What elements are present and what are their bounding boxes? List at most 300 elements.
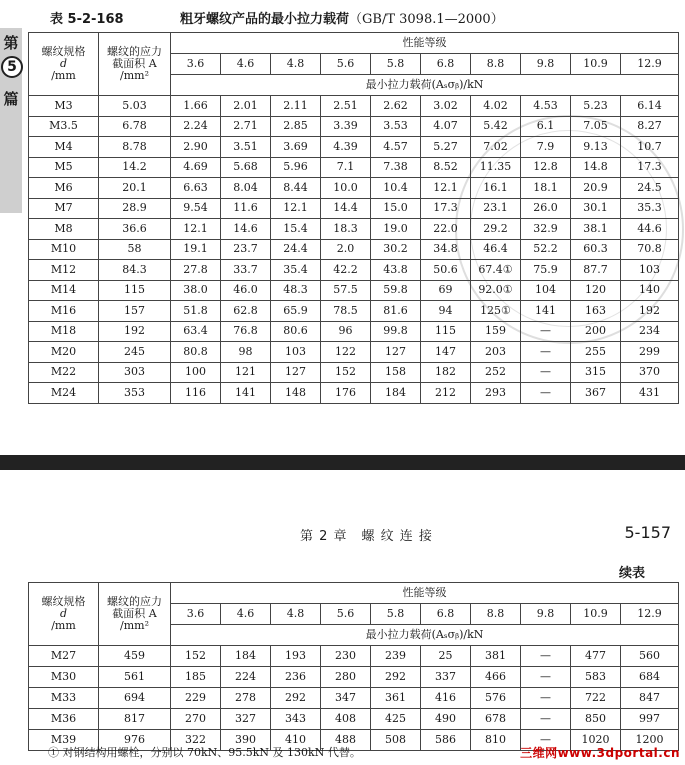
area-cell: 459 <box>99 646 171 667</box>
load-cell: 22.0 <box>421 219 471 240</box>
area-cell: 20.1 <box>99 178 171 199</box>
area-cell: 6.78 <box>99 116 171 137</box>
load-cell: 236 <box>271 667 321 688</box>
grade-cell: 5.8 <box>371 604 421 625</box>
load-cell: 810 <box>471 730 521 751</box>
area-cell: 245 <box>99 342 171 363</box>
load-cell: 69 <box>421 280 471 301</box>
load-cell: 81.6 <box>371 301 421 322</box>
load-cell: 20.9 <box>571 178 621 199</box>
load-cell: 2.0 <box>321 239 371 260</box>
load-cell: 293 <box>471 383 521 404</box>
table-row <box>29 219 679 240</box>
load-cell: 347 <box>321 688 371 709</box>
header-area: 螺纹的应力 截面积 A /mm² <box>99 583 171 646</box>
load-cell: 80.8 <box>171 342 221 363</box>
load-cell: 280 <box>321 667 371 688</box>
load-cell: 38.0 <box>171 280 221 301</box>
load-cell: 5.42 <box>471 116 521 137</box>
grade-cell: 5.8 <box>371 54 421 75</box>
load-cell: — <box>521 709 571 730</box>
load-cell: 4.02 <box>471 96 521 117</box>
load-cell: 100 <box>171 362 221 383</box>
load-cell: 24.5 <box>621 178 679 199</box>
load-cell: 94 <box>421 301 471 322</box>
table-title <box>180 8 504 27</box>
load-cell: 116 <box>171 383 221 404</box>
load-cell: — <box>521 667 571 688</box>
table-row <box>29 96 679 117</box>
grade-cell: 5.6 <box>321 604 371 625</box>
table-title-text: 粗牙螺纹产品的最小拉力载荷 <box>180 12 350 27</box>
load-cell: 50.6 <box>421 260 471 281</box>
grade-cell: 10.9 <box>571 604 621 625</box>
load-cell: 576 <box>471 688 521 709</box>
load-cell: 8.04 <box>221 178 271 199</box>
load-cell: 4.57 <box>371 137 421 158</box>
grade-cell: 9.8 <box>521 604 571 625</box>
load-cell: 16.1 <box>471 178 521 199</box>
load-cell: 14.8 <box>571 157 621 178</box>
load-cell: 722 <box>571 688 621 709</box>
load-cell: 115 <box>421 321 471 342</box>
load-cell: 12.8 <box>521 157 571 178</box>
load-cell: 2.24 <box>171 116 221 137</box>
load-cell: 30.2 <box>371 239 421 260</box>
spec-cell: M7 <box>29 198 99 219</box>
load-cell: — <box>521 383 571 404</box>
grade-cell: 6.8 <box>421 604 471 625</box>
load-cell: 15.4 <box>271 219 321 240</box>
spec-cell: M22 <box>29 362 99 383</box>
spec-cell: M10 <box>29 239 99 260</box>
load-cell: 125① <box>471 301 521 322</box>
page-number: 5-157 <box>624 523 671 542</box>
load-cell: 57.5 <box>321 280 371 301</box>
load-cell: 1200 <box>621 730 679 751</box>
spec-cell: M5 <box>29 157 99 178</box>
load-cell: 14.4 <box>321 198 371 219</box>
load-cell: 322 <box>171 730 221 751</box>
load-cell: — <box>521 730 571 751</box>
grade-cell: 10.9 <box>571 54 621 75</box>
load-cell: 103 <box>271 342 321 363</box>
load-cell: 24.4 <box>271 239 321 260</box>
load-cell: 7.02 <box>471 137 521 158</box>
table-row <box>29 157 679 178</box>
footnote: ① 对钢结构用螺栓，分别以 70kN、95.5kN 及 130kN 代替。 <box>48 746 361 759</box>
load-cell: 315 <box>571 362 621 383</box>
spec-cell: M39 <box>29 730 99 751</box>
load-cell: 18.1 <box>521 178 571 199</box>
load-cell: 78.5 <box>321 301 371 322</box>
load-cell: 140 <box>621 280 679 301</box>
spec-cell: M12 <box>29 260 99 281</box>
table-row <box>29 260 679 281</box>
area-cell: 192 <box>99 321 171 342</box>
load-cell: 99.8 <box>371 321 421 342</box>
grade-cell: 3.6 <box>171 54 221 75</box>
load-cell: 1020 <box>571 730 621 751</box>
load-cell: 270 <box>171 709 221 730</box>
table-row <box>29 709 679 730</box>
load-cell: 299 <box>621 342 679 363</box>
load-cell: 12.1 <box>171 219 221 240</box>
area-cell: 353 <box>99 383 171 404</box>
load-cell: 141 <box>221 383 271 404</box>
load-cell: 6.63 <box>171 178 221 199</box>
load-cell: 48.3 <box>271 280 321 301</box>
load-cell: 44.6 <box>621 219 679 240</box>
load-cell: 26.0 <box>521 198 571 219</box>
load-cell: 92.0① <box>471 280 521 301</box>
load-cell: 14.6 <box>221 219 271 240</box>
load-cell: 390 <box>221 730 271 751</box>
load-cell: 847 <box>621 688 679 709</box>
table-row <box>29 342 679 363</box>
load-cell: 490 <box>421 709 471 730</box>
load-cell: 121 <box>221 362 271 383</box>
load-cell: 4.69 <box>171 157 221 178</box>
load-cell: 9.13 <box>571 137 621 158</box>
load-cell: 38.1 <box>571 219 621 240</box>
load-cell: 46.0 <box>221 280 271 301</box>
load-cell: 255 <box>571 342 621 363</box>
load-cell: 62.8 <box>221 301 271 322</box>
load-cell: 466 <box>471 667 521 688</box>
load-cell: 224 <box>221 667 271 688</box>
table-standard: （GB/T 3098.1—2000） <box>349 12 504 27</box>
table-row <box>29 280 679 301</box>
load-cell: 203 <box>471 342 521 363</box>
load-cell: 35.4 <box>271 260 321 281</box>
load-cell: 850 <box>571 709 621 730</box>
load-cell: 3.53 <box>371 116 421 137</box>
load-cell: 410 <box>271 730 321 751</box>
area-cell: 694 <box>99 688 171 709</box>
load-cell: 184 <box>371 383 421 404</box>
grade-cell: 5.6 <box>321 54 371 75</box>
load-cell: 684 <box>621 667 679 688</box>
load-cell: 381 <box>471 646 521 667</box>
table-row <box>29 646 679 667</box>
spec-cell: M36 <box>29 709 99 730</box>
load-cell: 23.7 <box>221 239 271 260</box>
load-cell: 33.7 <box>221 260 271 281</box>
table-row <box>29 239 679 260</box>
load-cell: 370 <box>621 362 679 383</box>
load-cell: 997 <box>621 709 679 730</box>
load-cell: 60.3 <box>571 239 621 260</box>
load-cell: 76.8 <box>221 321 271 342</box>
load-cell: 30.1 <box>571 198 621 219</box>
load-cell: 11.6 <box>221 198 271 219</box>
load-cell: 488 <box>321 730 371 751</box>
grade-cell: 4.6 <box>221 604 271 625</box>
load-cell: 19.0 <box>371 219 421 240</box>
header-load: 最小拉力载荷(Aₛσᵦ)/kN <box>171 75 679 96</box>
spec-cell: M30 <box>29 667 99 688</box>
load-cell: 3.39 <box>321 116 371 137</box>
table-row <box>29 301 679 322</box>
load-cell: 8.27 <box>621 116 679 137</box>
load-cell: 12.1 <box>271 198 321 219</box>
area-cell: 303 <box>99 362 171 383</box>
grade-cell: 8.8 <box>471 604 521 625</box>
table-number: 表 5-2-168 <box>50 12 124 27</box>
load-cell: 152 <box>321 362 371 383</box>
load-cell: 120 <box>571 280 621 301</box>
load-cell: 5.68 <box>221 157 271 178</box>
load-cell: 367 <box>571 383 621 404</box>
spec-cell: M14 <box>29 280 99 301</box>
load-cell: 34.8 <box>421 239 471 260</box>
load-cell: 15.0 <box>371 198 421 219</box>
grade-cell: 4.6 <box>221 54 271 75</box>
load-cell: 27.8 <box>171 260 221 281</box>
grade-cell: 8.8 <box>471 54 521 75</box>
part-side-tab <box>0 28 22 213</box>
load-cell: 6.1 <box>521 116 571 137</box>
load-cell: 327 <box>221 709 271 730</box>
load-cell: 431 <box>621 383 679 404</box>
load-cell: 1.66 <box>171 96 221 117</box>
load-cell: 230 <box>321 646 371 667</box>
header-grade: 性能等级 <box>171 33 679 54</box>
spec-cell: M8 <box>29 219 99 240</box>
load-cell: 87.7 <box>571 260 621 281</box>
load-cell: 59.8 <box>371 280 421 301</box>
load-cell: 560 <box>621 646 679 667</box>
load-cell: 29.2 <box>471 219 521 240</box>
min-tensile-load-table <box>28 32 679 404</box>
load-cell: 4.53 <box>521 96 571 117</box>
load-cell: 7.1 <box>321 157 371 178</box>
load-cell: 12.1 <box>421 178 471 199</box>
load-cell: 2.01 <box>221 96 271 117</box>
chapter-heading: 第 2 章 螺 纹 连 接 <box>300 529 433 544</box>
area-cell: 5.03 <box>99 96 171 117</box>
load-cell: 185 <box>171 667 221 688</box>
load-cell: 2.90 <box>171 137 221 158</box>
spec-cell: M24 <box>29 383 99 404</box>
load-cell: 583 <box>571 667 621 688</box>
load-cell: 292 <box>271 688 321 709</box>
load-cell: 4.39 <box>321 137 371 158</box>
area-cell: 28.9 <box>99 198 171 219</box>
area-cell: 115 <box>99 280 171 301</box>
load-cell: 229 <box>171 688 221 709</box>
load-cell: 127 <box>371 342 421 363</box>
load-cell: 192 <box>621 301 679 322</box>
load-cell: 17.3 <box>421 198 471 219</box>
load-cell: 127 <box>271 362 321 383</box>
load-cell: 148 <box>271 383 321 404</box>
load-cell: 158 <box>371 362 421 383</box>
load-cell: 3.02 <box>421 96 471 117</box>
grade-cell: 6.8 <box>421 54 471 75</box>
load-cell: 63.4 <box>171 321 221 342</box>
load-cell: 46.4 <box>471 239 521 260</box>
min-tensile-load-table-continued <box>28 582 679 751</box>
area-cell: 817 <box>99 709 171 730</box>
load-cell: 122 <box>321 342 371 363</box>
load-cell: 2.85 <box>271 116 321 137</box>
grade-cell: 9.8 <box>521 54 571 75</box>
load-cell: — <box>521 342 571 363</box>
load-cell: 184 <box>221 646 271 667</box>
table-row <box>29 362 679 383</box>
table-row <box>29 198 679 219</box>
load-cell: 98 <box>221 342 271 363</box>
load-cell: 278 <box>221 688 271 709</box>
load-cell: 10.4 <box>371 178 421 199</box>
load-cell: 2.11 <box>271 96 321 117</box>
load-cell: 141 <box>521 301 571 322</box>
table-row <box>29 383 679 404</box>
load-cell: — <box>521 321 571 342</box>
grade-cell: 12.9 <box>621 604 679 625</box>
lower-page <box>0 470 685 765</box>
area-cell: 561 <box>99 667 171 688</box>
load-cell: 6.14 <box>621 96 679 117</box>
grade-cell: 4.8 <box>271 604 321 625</box>
load-cell: 65.9 <box>271 301 321 322</box>
load-cell: 5.23 <box>571 96 621 117</box>
side-tab-char-bottom: 篇 <box>3 90 19 108</box>
table-row <box>29 178 679 199</box>
load-cell: 176 <box>321 383 371 404</box>
load-cell: 2.71 <box>221 116 271 137</box>
load-cell: 147 <box>421 342 471 363</box>
page-divider <box>0 455 685 470</box>
spec-cell: M18 <box>29 321 99 342</box>
load-cell: 159 <box>471 321 521 342</box>
spec-cell: M3 <box>29 96 99 117</box>
spec-cell: M6 <box>29 178 99 199</box>
load-cell: 239 <box>371 646 421 667</box>
area-cell: 976 <box>99 730 171 751</box>
load-cell: 182 <box>421 362 471 383</box>
load-cell: 23.1 <box>471 198 521 219</box>
load-cell: 35.3 <box>621 198 679 219</box>
load-cell: — <box>521 362 571 383</box>
spec-cell: M16 <box>29 301 99 322</box>
continued-label: 续表 <box>618 566 645 581</box>
load-cell: 416 <box>421 688 471 709</box>
load-cell: 103 <box>621 260 679 281</box>
spec-cell: M20 <box>29 342 99 363</box>
load-cell: 252 <box>471 362 521 383</box>
table-row <box>29 688 679 709</box>
load-cell: 2.51 <box>321 96 371 117</box>
load-cell: 43.8 <box>371 260 421 281</box>
load-cell: 10.7 <box>621 137 679 158</box>
table-row <box>29 137 679 158</box>
load-cell: 337 <box>421 667 471 688</box>
load-cell: 8.52 <box>421 157 471 178</box>
header-load: 最小拉力载荷(Aₛσᵦ)/kN <box>171 625 679 646</box>
load-cell: 361 <box>371 688 421 709</box>
load-cell: 7.9 <box>521 137 571 158</box>
load-cell: 51.8 <box>171 301 221 322</box>
side-tab-char-top: 第 <box>3 34 19 52</box>
load-cell: 104 <box>521 280 571 301</box>
grade-cell: 4.8 <box>271 54 321 75</box>
area-cell: 84.3 <box>99 260 171 281</box>
load-cell: 586 <box>421 730 471 751</box>
header-grade: 性能等级 <box>171 583 679 604</box>
load-cell: 96 <box>321 321 371 342</box>
load-cell: 425 <box>371 709 421 730</box>
load-cell: 4.07 <box>421 116 471 137</box>
load-cell: 67.4① <box>471 260 521 281</box>
load-cell: 32.9 <box>521 219 571 240</box>
load-cell: 477 <box>571 646 621 667</box>
load-cell: 343 <box>271 709 321 730</box>
area-cell: 36.6 <box>99 219 171 240</box>
load-cell: 25 <box>421 646 471 667</box>
load-cell: 193 <box>271 646 321 667</box>
area-cell: 157 <box>99 301 171 322</box>
area-cell: 8.78 <box>99 137 171 158</box>
area-cell: 58 <box>99 239 171 260</box>
load-cell: 163 <box>571 301 621 322</box>
spec-cell: M27 <box>29 646 99 667</box>
grade-cell: 3.6 <box>171 604 221 625</box>
load-cell: 292 <box>371 667 421 688</box>
load-cell: 80.6 <box>271 321 321 342</box>
load-cell: — <box>521 688 571 709</box>
header-area: 螺纹的应力 截面积 A /mm² <box>99 33 171 96</box>
load-cell: 75.9 <box>521 260 571 281</box>
load-cell: 19.1 <box>171 239 221 260</box>
load-cell: 3.51 <box>221 137 271 158</box>
load-cell: 5.27 <box>421 137 471 158</box>
load-cell: 18.3 <box>321 219 371 240</box>
load-cell: 234 <box>621 321 679 342</box>
table-row <box>29 116 679 137</box>
spec-cell: M4 <box>29 137 99 158</box>
load-cell: 508 <box>371 730 421 751</box>
table-row <box>29 321 679 342</box>
spec-cell: M3.5 <box>29 116 99 137</box>
load-cell: 42.2 <box>321 260 371 281</box>
load-cell: 7.38 <box>371 157 421 178</box>
load-cell: 200 <box>571 321 621 342</box>
load-cell: 212 <box>421 383 471 404</box>
table-row <box>29 667 679 688</box>
side-tab-number: 5 <box>1 56 23 78</box>
load-cell: 3.69 <box>271 137 321 158</box>
header-spec: 螺纹规格 d /mm <box>29 583 99 646</box>
watermark-text: 三维网www.3dportal.cn <box>520 746 680 760</box>
load-cell: 408 <box>321 709 371 730</box>
load-cell: 70.8 <box>621 239 679 260</box>
load-cell: 9.54 <box>171 198 221 219</box>
load-cell: 8.44 <box>271 178 321 199</box>
load-cell: 678 <box>471 709 521 730</box>
load-cell: 10.0 <box>321 178 371 199</box>
area-cell: 14.2 <box>99 157 171 178</box>
grade-cell: 12.9 <box>621 54 679 75</box>
load-cell: 52.2 <box>521 239 571 260</box>
load-cell: 11.35 <box>471 157 521 178</box>
load-cell: 152 <box>171 646 221 667</box>
load-cell: 2.62 <box>371 96 421 117</box>
load-cell: 7.05 <box>571 116 621 137</box>
load-cell: — <box>521 646 571 667</box>
